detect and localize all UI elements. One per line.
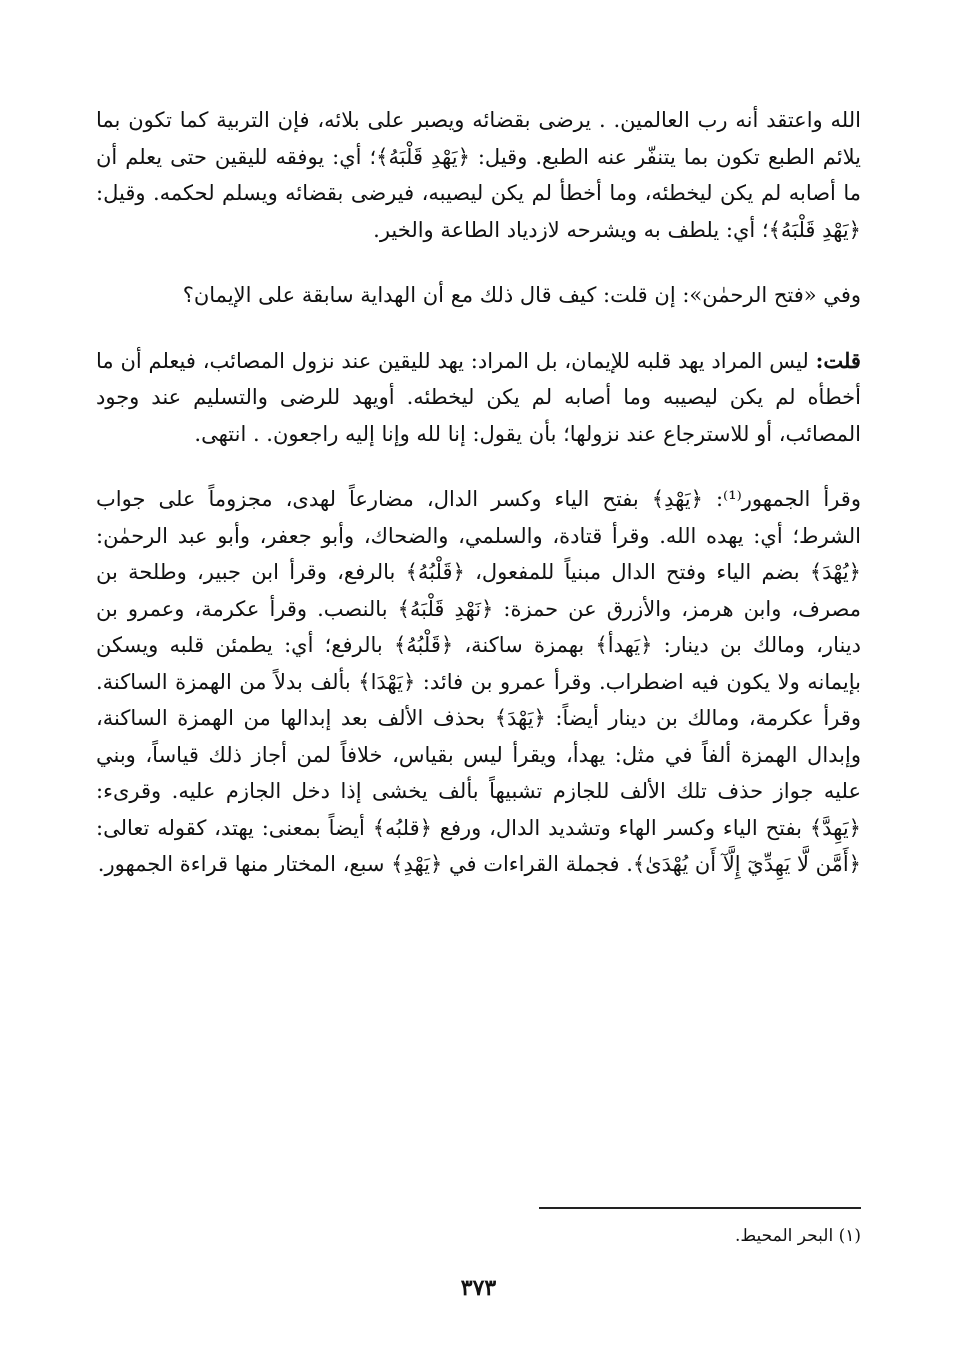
page-number: ٣٧٣ [460, 1275, 497, 1301]
paragraph-3-text: ليس المراد يهد قلبه للإيمان، بل المراد: يهد لليقين عند نزول المصائب، فيعلم أن ما أخطأه لم يكن ليصيبه وما أصابه لم يكن ليخطئه. أويهد للرضى والتسليم عند وجود المصائب، أو للاسترجاع عند نزولها؛ بأن يقول: إنا لله وإنا إليه راجعون. . انتهى. [96, 348, 861, 446]
paragraph-2: وفي «فتح الرحمٰن»: إن قلت: كيف قال ذلك مع أن الهداية سابقة على الإيمان؟ [182, 283, 861, 307]
footnote-separator [539, 1207, 861, 1209]
paragraph-3-lead: قلت: [815, 347, 861, 373]
paragraph-3 [96, 343, 861, 453]
paragraph-1: الله واعتقد أنه رب العالمين. . يرضى بقضائه ويصبر على بلائه، فإن التربية كما تكون بما يلائم الطبع تكون بما يتنفّر عنه الطبع. وقيل: ﴿يَهْدِ قَلْبَهُ﴾؛ أي: يوفقه لليقين حتى يعلم أن ما أصابه لم يكن ليخطئه، وما أخطأ لم يكن ليصيبه، فيرضى بقضائه ويسلم لحكمه. وقيل: ﴿يَهْدِ قَلْبَهُ﴾؛ أي: يلطف به ويشرحه لازدياد الطاعة والخير. [96, 108, 861, 242]
page-body [96, 102, 861, 1365]
paragraph-4: وقرأ الجمهور⁽¹⁾: ﴿يَهْدِ﴾ بفتح الياء وكسر الدال، مضارعاً لهدى، مجزوماً على جواب الشرط؛ أي: يهده الله. وقرأ قتادة، والسلمي، والضحاك، وأبو جعفر، وأبو عبد الرحمٰن: ﴿يُهْدَ﴾ بضم الياء وفتح الدال مبنياً للمفعول، ﴿قَلْبُهُ﴾ بالرفع، وقرأ ابن جبير، وطلحة بن مصرف، وابن هرمز، والأزرق عن حمزة: ﴿نَهْدِ قَلْبَهُ﴾ بالنصب. وقرأ عكرمة، وعمرو بن دينار، ومالك بن دينار: ﴿يَهدأ﴾ بهمزة ساكنة، ﴿قَلْبُهُ﴾ بالرفع؛ أي: يطمئن قلبه ويسكن بإيمانه ولا يكون فيه اضطراب. وقرأ عمرو بن فائد: ﴿يَهْدَا﴾ بألف بدلاً من الهمزة الساكنة. وقرأ عكرمة، ومالك بن دينار أيضاً: ﴿يَهْدَ﴾ بحذف الألف بعد إبدالها من الهمزة الساكنة، وإبدال الهمزة ألفاً في مثل: يهدأ، ويقرأ ليس بقياس، خلافاً لمن أجاز ذلك قياساً، وبني عليه جواز حذف تلك الألف للجازم تشبيهاً بألف يخشى إذا دخل الجازم عليه. وقرىء: ﴿يَهِدَّ﴾ بفتح الياء وكسر الهاء وتشديد الدال، ورفع ﴿قلبُه﴾ أيضاً بمعنى: يهتد، كقوله تعالى: ﴿أَمَّن لَّا يَهِدِّيٓ إِلَّآ أَن يُهْدَىٰ﴾. فجملة القراءات في ﴿يَهْدِ﴾ سبع، المختار منها قراءة الجمهور. [96, 487, 861, 876]
footnote: (١) البحر المحيط. [735, 1226, 861, 1246]
